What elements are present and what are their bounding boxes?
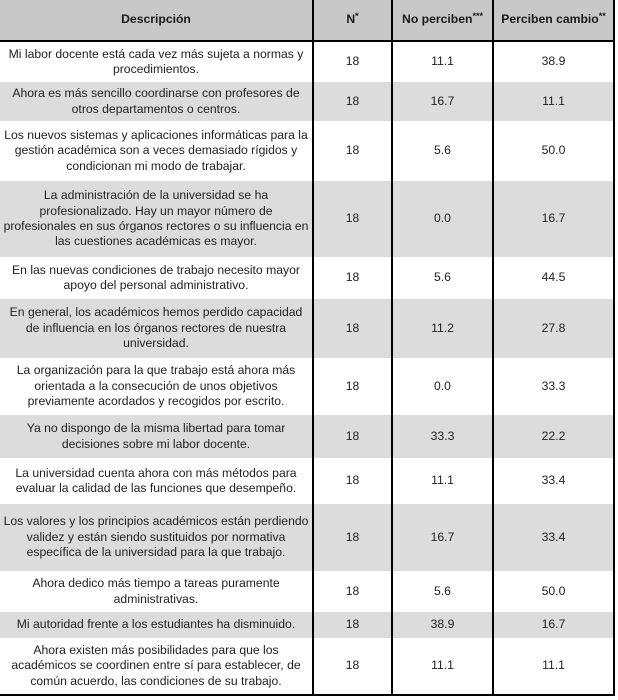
header-perciben-cambio-label: Perciben cambio	[501, 12, 599, 27]
cell-n: 18	[313, 82, 392, 121]
cell-perciben-cambio: 44.5	[493, 257, 614, 299]
cell-n: 18	[313, 458, 392, 504]
cell-n: 18	[313, 41, 392, 82]
table-row	[0, 358, 614, 415]
cell-n: 18	[313, 571, 392, 612]
cell-no-perciben: 5.6	[392, 571, 493, 612]
cell-description: En general, los académicos hemos perdido capacidad de influencia en los órganos rectores de nuestra universidad.	[0, 299, 313, 358]
cell-description: La universidad cuenta ahora con más métodos para evaluar la calidad de las funciones que desempeño.	[0, 458, 313, 504]
cell-no-perciben: 0.0	[392, 181, 493, 257]
table-row	[0, 504, 614, 571]
cell-n: 18	[313, 181, 392, 257]
cell-description: La administración de la universidad se ha profesionalizado. Hay un mayor número de profesionales en sus órganos rectores o su influencia en las cuestiones académicas es mayor.	[0, 181, 313, 257]
header-row	[0, 0, 614, 41]
cell-perciben-cambio: 16.7	[493, 181, 614, 257]
cell-perciben-cambio: 16.7	[493, 612, 614, 638]
header-description	[0, 0, 313, 41]
cell-perciben-cambio: 33.4	[493, 458, 614, 504]
table-row	[0, 181, 614, 257]
cell-no-perciben: 11.1	[392, 638, 493, 695]
cell-no-perciben: 5.6	[392, 121, 493, 181]
cell-description: Ahora dedico más tiempo a tareas puramente administrativas.	[0, 571, 313, 612]
cell-n: 18	[313, 638, 392, 695]
cell-perciben-cambio: 38.9	[493, 41, 614, 82]
cell-no-perciben: 0.0	[392, 358, 493, 415]
cell-perciben-cambio: 33.4	[493, 504, 614, 571]
table-row	[0, 41, 614, 82]
header-no-perciben-label: No perciben	[402, 12, 473, 27]
cell-no-perciben: 5.6	[392, 257, 493, 299]
table-row	[0, 638, 614, 695]
table-row	[0, 458, 614, 504]
cell-perciben-cambio: 27.8	[493, 299, 614, 358]
header-n-label: N	[346, 12, 356, 27]
cell-perciben-cambio: 33.3	[493, 358, 614, 415]
cell-n: 18	[313, 121, 392, 181]
cell-description: Los nuevos sistemas y aplicaciones informáticas para la gestión académica son a veces demasiado rígidos y condicionan mi modo de trabajar.	[0, 121, 313, 181]
table-row	[0, 299, 614, 358]
cell-no-perciben: 11.2	[392, 299, 493, 358]
cell-perciben-cambio: 22.2	[493, 415, 614, 458]
table-row	[0, 612, 614, 638]
header-perciben-cambio-footnote-mark: **	[598, 11, 606, 22]
cell-no-perciben: 16.7	[392, 504, 493, 571]
cell-perciben-cambio: 11.1	[493, 82, 614, 121]
header-description-label: Descripción	[121, 12, 191, 27]
header-n	[313, 0, 392, 41]
cell-no-perciben: 11.1	[392, 41, 493, 82]
cell-description: La organización para la que trabajo está ahora más orientada a la consecución de unos objetivos previamente acordados y recogidos por escrito.	[0, 358, 313, 415]
cell-n: 18	[313, 358, 392, 415]
table-row	[0, 121, 614, 181]
cell-perciben-cambio: 11.1	[493, 638, 614, 695]
cell-description: Mi labor docente está cada vez más sujeta a normas y procedimientos.	[0, 41, 313, 82]
header-no-perciben	[392, 0, 493, 41]
table-row	[0, 415, 614, 458]
cell-perciben-cambio: 50.0	[493, 571, 614, 612]
cell-no-perciben: 11.1	[392, 458, 493, 504]
header-perciben-cambio	[493, 0, 614, 41]
cell-n: 18	[313, 299, 392, 358]
table-row	[0, 82, 614, 121]
cell-description: En las nuevas condiciones de trabajo necesito mayor apoyo del personal administrativo.	[0, 257, 313, 299]
header-n-footnote-mark: *	[355, 11, 359, 22]
cell-no-perciben: 33.3	[392, 415, 493, 458]
cell-perciben-cambio: 50.0	[493, 121, 614, 181]
cell-description: Los valores y los principios académicos están perdiendo validez y están siendo sustituidos por normativa específica de la universidad para la que trabajo.	[0, 504, 313, 571]
cell-n: 18	[313, 415, 392, 458]
cell-description: Mi autoridad frente a los estudiantes ha disminuido.	[0, 612, 313, 638]
cell-n: 18	[313, 612, 392, 638]
table-row	[0, 571, 614, 612]
cell-no-perciben: 38.9	[392, 612, 493, 638]
cell-n: 18	[313, 257, 392, 299]
table-body	[0, 41, 614, 695]
cell-no-perciben: 16.7	[392, 82, 493, 121]
cell-description: Ahora existen más posibilidades para que los académicos se coordinen entre sí para establecer, de común acuerdo, las condiciones de su trabajo.	[0, 638, 313, 695]
table-row	[0, 257, 614, 299]
cell-description: Ya no dispongo de la misma libertad para tomar decisiones sobre mi labor docente.	[0, 415, 313, 458]
cell-description: Ahora es más sencillo coordinarse con profesores de otros departamentos o centros.	[0, 82, 313, 121]
header-no-perciben-footnote-mark: ***	[472, 11, 483, 22]
cell-n: 18	[313, 504, 392, 571]
